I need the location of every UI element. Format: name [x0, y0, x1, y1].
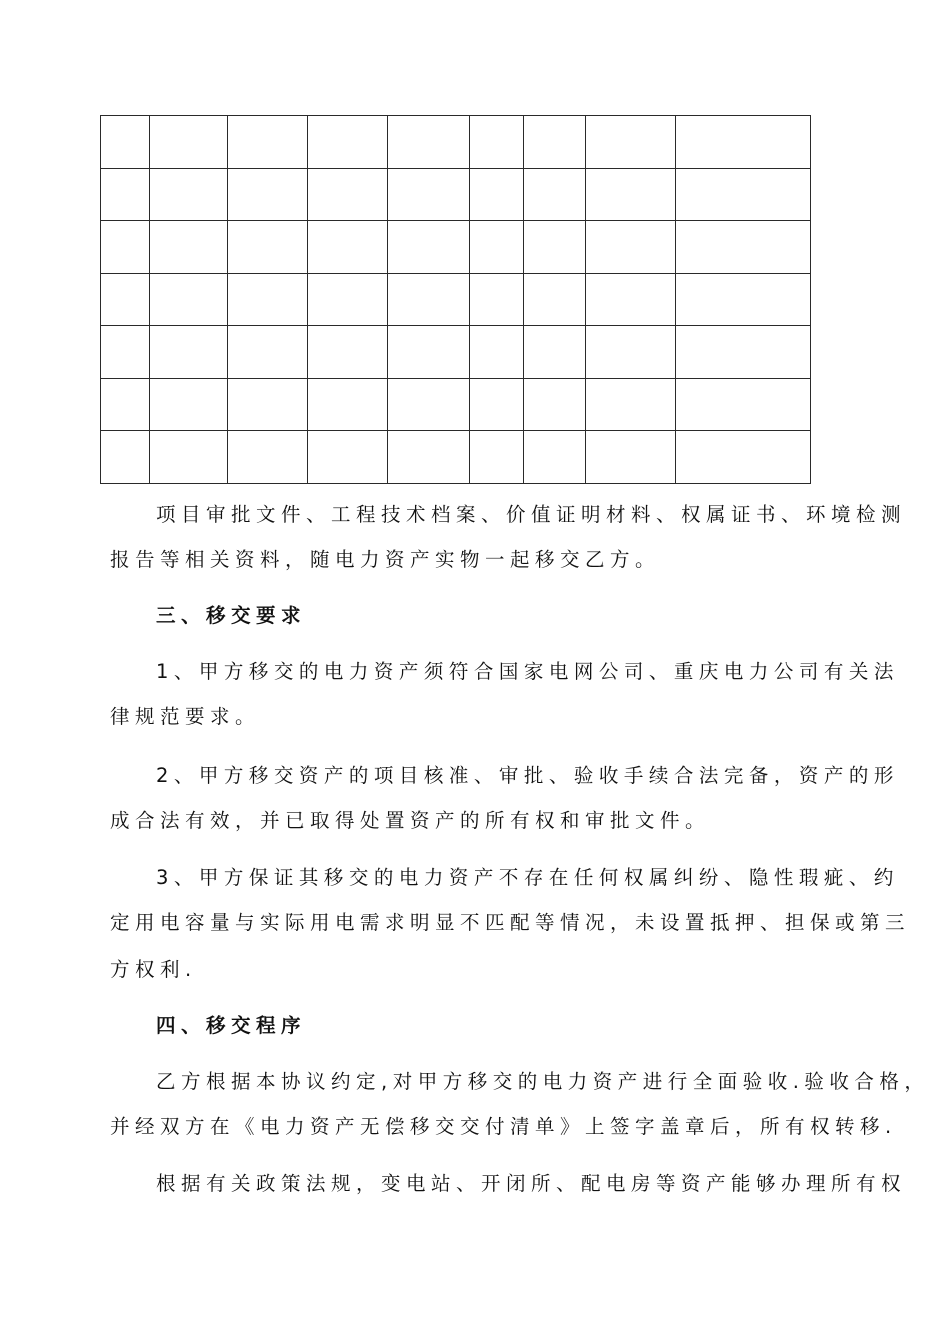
table-cell — [150, 168, 228, 221]
table-cell — [586, 431, 676, 484]
table-cell — [228, 221, 308, 274]
table-row — [101, 378, 811, 431]
procedure-1-line-2: 并经双方在《电力资产无偿移交交付清单》上签字盖章后，所有权转移. — [110, 1115, 897, 1138]
table-cell — [388, 273, 470, 326]
table-cell — [308, 221, 388, 274]
table-cell — [308, 378, 388, 431]
procedure-1-line-1: 乙方根据本协议约定,对甲方移交的电力资产进行全面验收.验收合格， — [156, 1070, 930, 1093]
table-cell — [586, 221, 676, 274]
requirement-3-line-3: 方权利. — [110, 958, 197, 981]
table-cell — [150, 221, 228, 274]
table-cell — [676, 168, 811, 221]
table-cell — [676, 273, 811, 326]
table-cell — [676, 431, 811, 484]
requirement-1-line-1: 1、甲方移交的电力资产须符合国家电网公司、重庆电力公司有关法 — [156, 660, 899, 683]
requirement-2-line-1: 2、甲方移交资产的项目核准、审批、验收手续合法完备，资产的形 — [156, 764, 899, 787]
requirement-1-line-2: 律规范要求。 — [110, 705, 261, 728]
requirement-2-line-2: 成合法有效，并已取得处置资产的所有权和审批文件。 — [110, 809, 711, 832]
table-row — [101, 273, 811, 326]
table-row — [101, 431, 811, 484]
table-row — [101, 221, 811, 274]
table-cell — [388, 168, 470, 221]
table-cell — [586, 116, 676, 169]
table-cell — [150, 273, 228, 326]
table-cell — [150, 431, 228, 484]
requirement-3-line-1: 3、甲方保证其移交的电力资产不存在任何权属纠纷、隐性瑕疵、约 — [156, 866, 899, 889]
table-cell — [101, 326, 150, 379]
procedure-2-line-1: 根据有关政策法规，变电站、开闭所、配电房等资产能够办理所有权 — [156, 1172, 907, 1195]
table-cell — [676, 221, 811, 274]
docs-paragraph-line-2: 报告等相关资料，随电力资产实物一起移交乙方。 — [110, 548, 661, 571]
table-cell — [228, 431, 308, 484]
table-cell — [228, 326, 308, 379]
table-cell — [101, 431, 150, 484]
docs-paragraph-line-1: 项目审批文件、工程技术档案、价值证明材料、权属证书、环境检测 — [156, 503, 907, 526]
table-cell — [470, 431, 524, 484]
table-cell — [586, 326, 676, 379]
table-cell — [388, 326, 470, 379]
table-cell — [101, 221, 150, 274]
table-cell — [676, 326, 811, 379]
table-cell — [524, 326, 586, 379]
table-cell — [524, 431, 586, 484]
table-cell — [524, 378, 586, 431]
table-cell — [388, 116, 470, 169]
table-cell — [388, 431, 470, 484]
section-heading-transfer-requirements: 三、移交要求 — [156, 604, 307, 627]
table-cell — [676, 116, 811, 169]
table-cell — [524, 116, 586, 169]
table-cell — [228, 168, 308, 221]
table-row — [101, 168, 811, 221]
table-cell — [101, 378, 150, 431]
table-row — [101, 116, 811, 169]
table-cell — [228, 116, 308, 169]
table-cell — [150, 116, 228, 169]
table-cell — [470, 326, 524, 379]
table-cell — [586, 273, 676, 326]
table-row — [101, 326, 811, 379]
table-cell — [586, 378, 676, 431]
table-cell — [470, 378, 524, 431]
asset-list-table — [100, 115, 811, 484]
table-cell — [308, 116, 388, 169]
table-cell — [470, 221, 524, 274]
table-cell — [308, 273, 388, 326]
table-cell — [150, 326, 228, 379]
table-cell — [470, 168, 524, 221]
table-cell — [101, 116, 150, 169]
table-cell — [524, 168, 586, 221]
table-cell — [388, 378, 470, 431]
table-cell — [470, 273, 524, 326]
table-cell — [308, 431, 388, 484]
table-cell — [228, 378, 308, 431]
table-cell — [101, 168, 150, 221]
table-cell — [101, 273, 150, 326]
table-cell — [676, 378, 811, 431]
table-cell — [228, 273, 308, 326]
section-heading-transfer-procedure: 四、移交程序 — [156, 1014, 307, 1037]
table-cell — [308, 326, 388, 379]
requirement-3-line-2: 定用电容量与实际用电需求明显不匹配等情况，未设置抵押、担保或第三 — [110, 911, 911, 934]
table-cell — [524, 221, 586, 274]
table-cell — [524, 273, 586, 326]
table-cell — [150, 378, 228, 431]
table-cell — [586, 168, 676, 221]
table-cell — [308, 168, 388, 221]
table-cell — [470, 116, 524, 169]
table-cell — [388, 221, 470, 274]
